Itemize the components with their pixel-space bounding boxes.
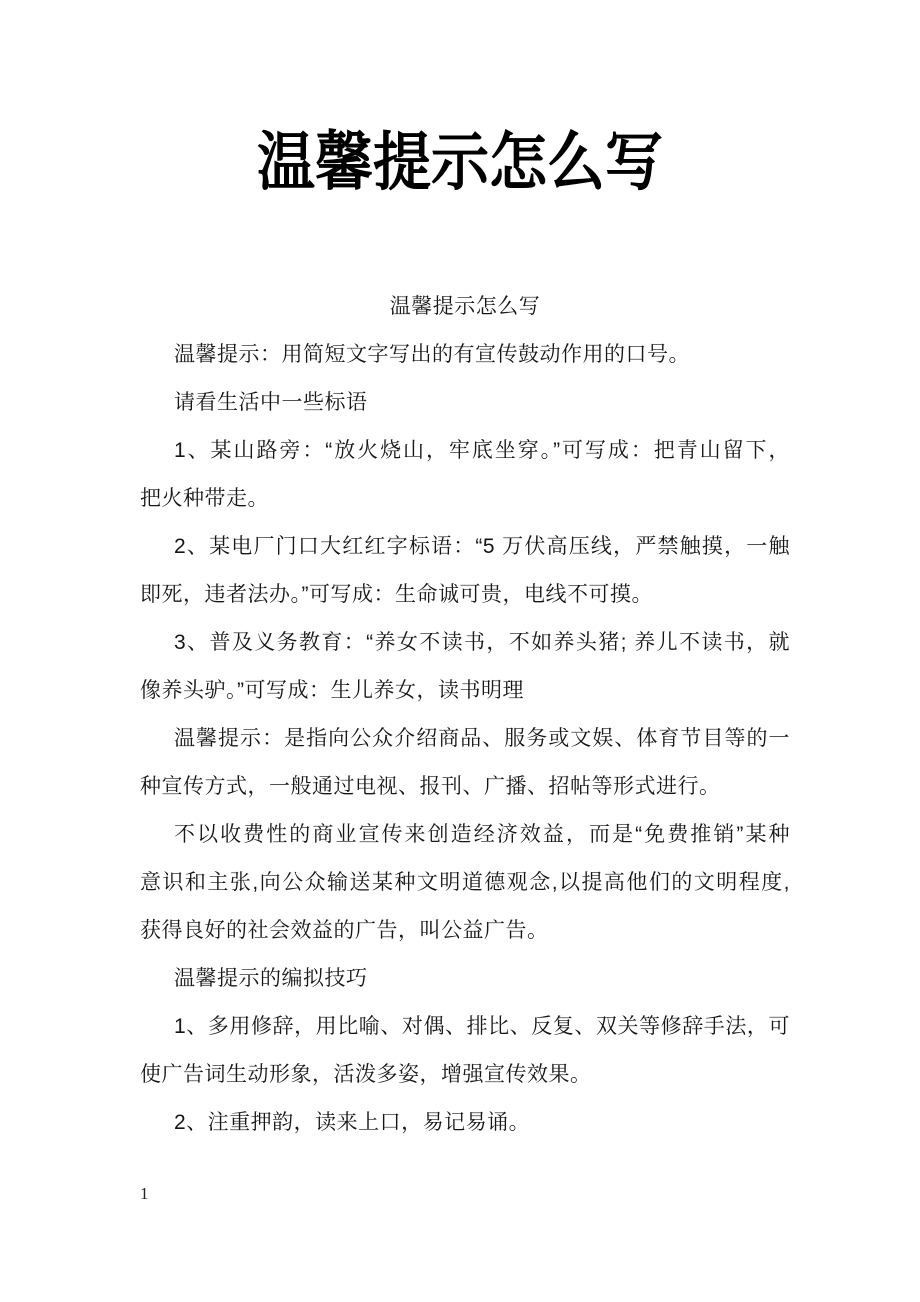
text-line: 温馨提示：用简短文字写出的有宣传鼓动作用的口号。 — [174, 343, 690, 366]
text-line: 请看生活中一些标语 — [174, 391, 368, 414]
text-line: 把火种带走。 — [140, 487, 269, 510]
text-line: 2、某电厂门口大红红字标语：“5 万伏高压线，严禁触摸，一触 — [174, 535, 790, 558]
text-line: 温馨提示怎么写 — [389, 295, 541, 318]
text-line: 2、注重押韵，读来上口，易记易诵。 — [174, 1111, 531, 1134]
text-line: 温馨提示的编拟技巧 — [174, 967, 368, 990]
text-line: 像养头驴。”可写成：生儿养女，读书明理 — [140, 679, 524, 702]
text-line: 温馨提示：是指向公众介绍商品、服务或文娱、体育节目等的一 — [174, 727, 790, 750]
document-body — [140, 283, 790, 1147]
text-line: 不以收费性的商业宣传来创造经济效益，而是“免费推销”某种 — [174, 823, 790, 846]
text-line: 3、普及义务教育：“养女不读书，不如养头猪; 养儿不读书，就 — [174, 631, 790, 654]
text-line: 1、某山路旁：“放火烧山，牢底坐穿。”可写成：把青山留下， — [174, 439, 790, 462]
text-line: 意识和主张,向公众输送某种文明道德观念,以提高他们的文明程度, — [140, 871, 790, 894]
text-line: 即死，违者法办。”可写成：生命诚可贵，电线不可摸。 — [140, 583, 653, 606]
text-line: 获得良好的社会效益的广告，叫公益广告。 — [140, 919, 549, 942]
text-line: 1、多用修辞，用比喻、对偶、排比、反复、双关等修辞手法，可 — [174, 1015, 790, 1038]
document-title: 温馨提示怎么写 — [256, 126, 663, 199]
page-number: 1 — [140, 1184, 149, 1203]
text-line: 使广告词生动形象，活泼多姿，增强宣传效果。 — [140, 1063, 592, 1086]
text-line: 种宣传方式，一般通过电视、报刊、广播、招帖等形式进行。 — [140, 775, 721, 798]
